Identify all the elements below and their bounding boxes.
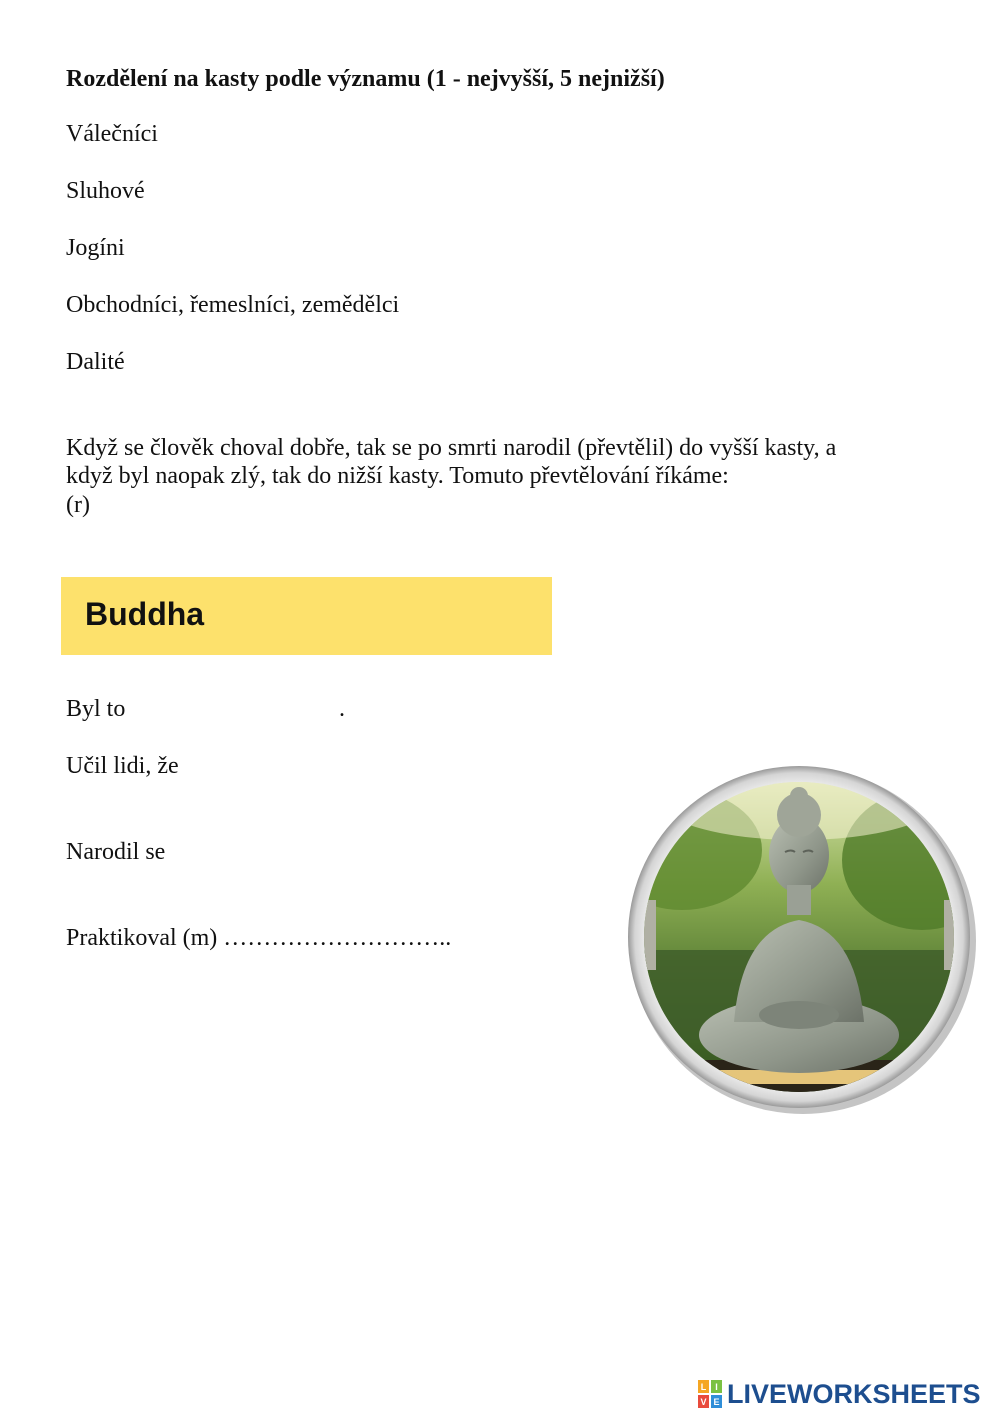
caste-item: Sluhové: [66, 178, 145, 204]
narodil-label: Narodil se: [66, 839, 166, 865]
byl-to-label: Byl to: [66, 696, 126, 722]
logo-letter: I: [715, 1382, 718, 1392]
buddha-banner: [61, 577, 552, 655]
buddha-title: Buddha: [85, 596, 205, 632]
buddha-statue-image: [622, 760, 976, 1114]
logo-letter: V: [700, 1397, 707, 1407]
reincarnation-answer-label: (r): [66, 492, 90, 518]
byl-to-period: .: [339, 696, 345, 722]
reincarnation-line: když byl naopak zlý, tak do nižší kasty. Tomuto převtělování říkáme:: [66, 463, 729, 489]
ucil-label: Učil lidi, že: [66, 753, 179, 779]
caste-item: Obchodníci, řemeslníci, zemědělci: [66, 292, 400, 318]
logo-letter: E: [713, 1397, 720, 1407]
castes-heading: Rozdělení na kasty podle významu (1 - nejvyšší, 5 nejnižší): [66, 66, 665, 92]
caste-item: Jogíni: [66, 235, 125, 261]
caste-item: Dalité: [66, 349, 125, 375]
logo-icon: [697, 1379, 723, 1409]
caste-item: Válečníci: [66, 121, 158, 147]
praktikoval-label: Praktikoval (m) ………………………..: [66, 925, 452, 951]
logo-letter: L: [700, 1382, 707, 1392]
logo-text: LIVEWORKSHEETS: [727, 1379, 981, 1409]
reincarnation-line: Když se člověk choval dobře, tak se po smrti narodil (převtělil) do vyšší kasty, a: [66, 435, 837, 461]
liveworksheets-logo: [697, 1377, 981, 1411]
